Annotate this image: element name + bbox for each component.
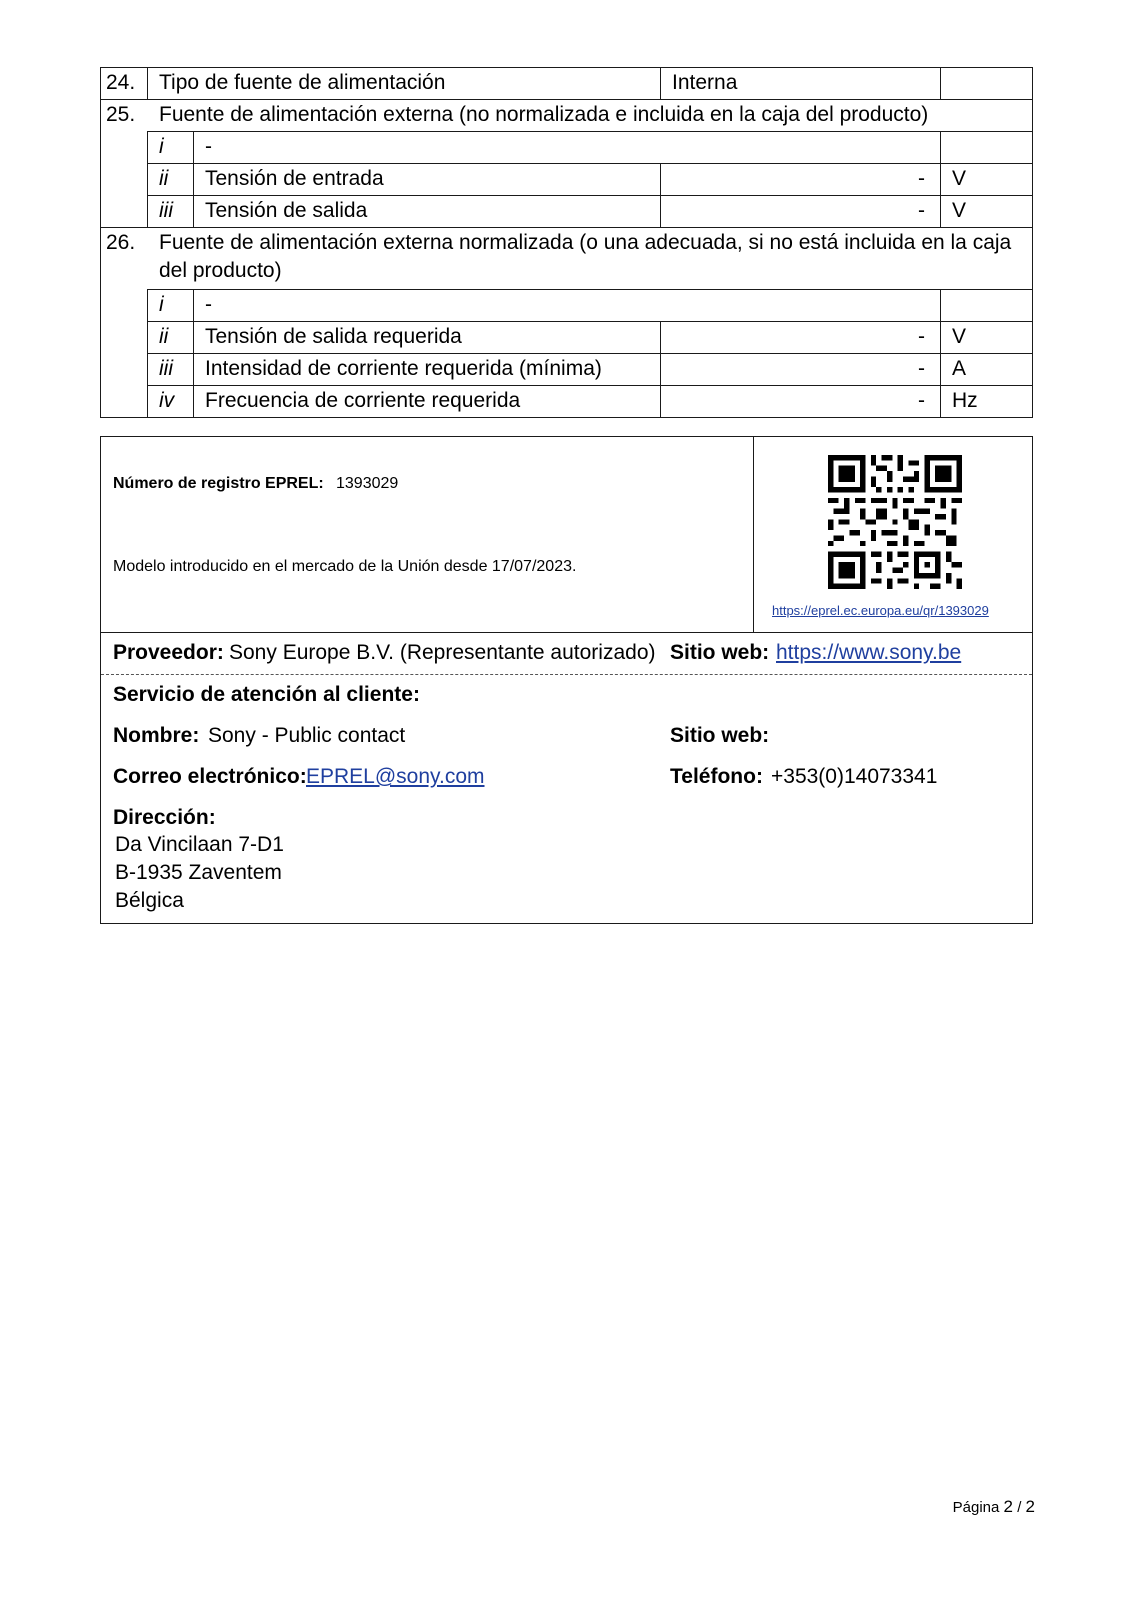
row-24-number: 24. bbox=[106, 71, 136, 94]
row-25-iii-roman: iii bbox=[159, 199, 173, 222]
eprel-label: Número de registro EPREL: bbox=[113, 475, 324, 492]
cs-address-line-1: Da Vincilaan 7-D1 bbox=[115, 833, 284, 856]
row-25-ii-value: - bbox=[918, 167, 925, 190]
cs-name-label: Nombre: bbox=[113, 724, 200, 747]
customer-service-heading: Servicio de atención al cliente: bbox=[113, 683, 420, 706]
row-24-value: Interna bbox=[672, 71, 738, 94]
row-26-ii-value: - bbox=[918, 325, 925, 348]
row-26-iv-roman: iv bbox=[159, 389, 175, 412]
row-25-iii-value: - bbox=[918, 199, 925, 222]
qr-code-icon[interactable] bbox=[828, 455, 962, 589]
row-25-number: 25. bbox=[106, 103, 136, 126]
supplier-name: Sony Europe B.V. (Representante autorizado) bbox=[229, 641, 656, 664]
cs-email-label: Correo electrónico: bbox=[113, 765, 307, 788]
page-separator: / bbox=[1017, 1499, 1022, 1516]
page-total: 2 bbox=[1025, 1497, 1035, 1516]
cs-address-line-3: Bélgica bbox=[115, 889, 184, 912]
supplier-label: Proveedor: bbox=[113, 641, 224, 664]
supplier-website-label: Sitio web: bbox=[670, 641, 770, 664]
row-26-i-roman: i bbox=[159, 293, 164, 316]
cs-address-line-2: B-1935 Zaventem bbox=[115, 861, 282, 884]
page-current: 2 bbox=[1003, 1497, 1014, 1516]
cs-address-label: Dirección: bbox=[113, 806, 216, 829]
cs-phone: +353(0)14073341 bbox=[771, 765, 938, 788]
row-26-iii-roman: iii bbox=[159, 357, 173, 380]
row-25-ii-unit: V bbox=[952, 167, 967, 190]
cs-phone-label: Teléfono: bbox=[670, 765, 763, 788]
row-25-iii-unit: V bbox=[952, 199, 967, 222]
row-26-iii-label: Intensidad de corriente requerida (mínima) bbox=[205, 357, 602, 380]
cs-website-label: Sitio web: bbox=[670, 724, 770, 747]
cs-name: Sony - Public contact bbox=[208, 724, 406, 747]
row-25-ii-roman: ii bbox=[159, 167, 169, 190]
page-label: Página bbox=[952, 1499, 1000, 1516]
supplier-website-link[interactable]: https://www.sony.be bbox=[776, 641, 962, 664]
row-26-number: 26. bbox=[106, 231, 136, 254]
row-25-i-label: - bbox=[205, 135, 212, 158]
row-26-iv-label: Frecuencia de corriente requerida bbox=[205, 389, 521, 412]
row-25-i-roman: i bbox=[159, 135, 164, 158]
row-25-iii-label: Tensión de salida bbox=[205, 199, 368, 222]
row-26-ii-unit: V bbox=[952, 325, 967, 348]
row-26-iii-unit: A bbox=[952, 357, 967, 380]
row-26-label-line2: del producto) bbox=[159, 259, 282, 282]
row-26-label-line1: Fuente de alimentación externa normalizada (o una adecuada, si no está incluida en la caja bbox=[159, 231, 1012, 254]
eprel-number: 1393029 bbox=[336, 475, 399, 492]
row-24-label: Tipo de fuente de alimentación bbox=[159, 71, 446, 94]
row-26-ii-label: Tensión de salida requerida bbox=[205, 325, 462, 348]
cs-email-link[interactable]: EPREL@sony.com bbox=[306, 765, 485, 788]
row-26-iv-value: - bbox=[918, 389, 925, 412]
row-26-iv-unit: Hz bbox=[952, 389, 978, 412]
row-25-ii-label: Tensión de entrada bbox=[205, 167, 384, 190]
row-26-ii-roman: ii bbox=[159, 325, 169, 348]
page-number bbox=[953, 1498, 1035, 1517]
row-25-label: Fuente de alimentación externa (no normalizada e incluida en la caja del producto) bbox=[159, 103, 929, 126]
qr-url-link[interactable]: https://eprel.ec.europa.eu/qr/1393029 bbox=[772, 603, 989, 618]
row-26-i-label: - bbox=[205, 293, 212, 316]
market-date-text: Modelo introducido en el mercado de la Unión desde 17/07/2023. bbox=[113, 558, 577, 575]
row-26-iii-value: - bbox=[918, 357, 925, 380]
